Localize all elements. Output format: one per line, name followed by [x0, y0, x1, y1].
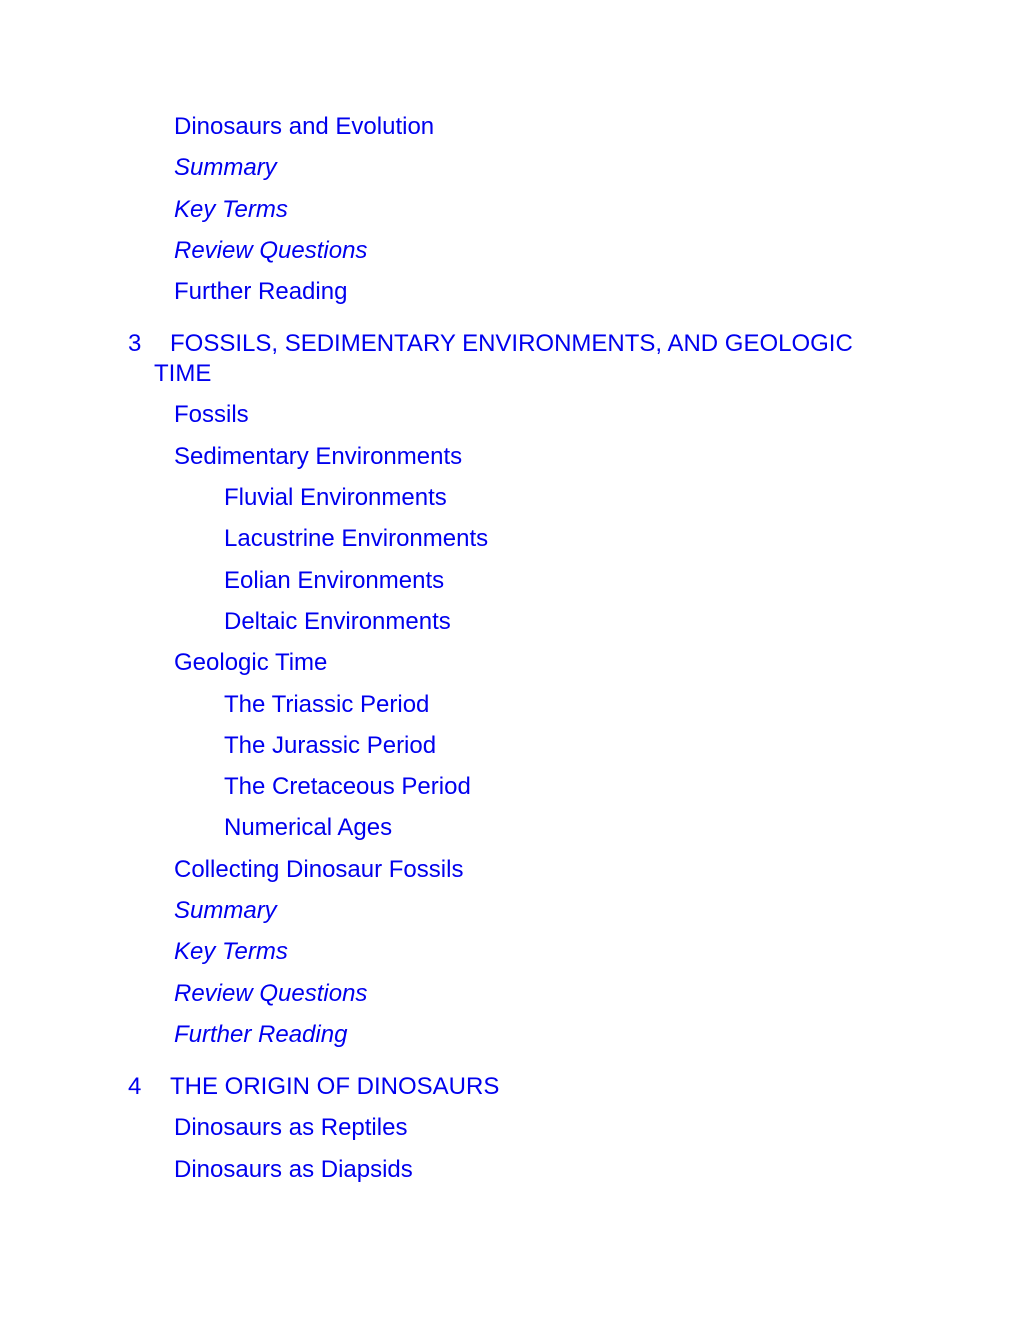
toc-link-further-reading[interactable]: Further Reading — [174, 1020, 348, 1048]
chapter-title: THE ORIGIN OF DINOSAURS — [170, 1072, 500, 1100]
toc-link-geologic-time[interactable]: Geologic Time — [174, 649, 328, 677]
toc-link-review-questions[interactable]: Review Questions — [174, 236, 368, 264]
chapter-title: FOSSILS, SEDIMENTARY ENVIRONMENTS, AND GEOLOGIC TIME — [154, 330, 853, 388]
toc-link-eolian-environments[interactable]: Eolian Environments — [224, 566, 445, 594]
toc-link-further-reading[interactable]: Further Reading — [174, 278, 348, 306]
toc-link-sedimentary-environments[interactable]: Sedimentary Environments — [174, 442, 463, 470]
toc-link-fluvial-environments[interactable]: Fluvial Environments — [224, 484, 447, 512]
toc-link-collecting-dinosaur-fossils[interactable]: Collecting Dinosaur Fossils — [174, 855, 464, 883]
toc-link-review-questions[interactable]: Review Questions — [174, 979, 368, 1007]
toc-link-dinosaurs-as-reptiles[interactable]: Dinosaurs as Reptiles — [174, 1114, 408, 1142]
toc-link-triassic-period[interactable]: The Triassic Period — [224, 690, 430, 718]
toc-link-lacustrine-environments[interactable]: Lacustrine Environments — [224, 525, 489, 553]
toc-chapter-4-heading[interactable] — [0, 1072, 914, 1102]
toc-link-dinosaurs-as-diapsids[interactable]: Dinosaurs as Diapsids — [174, 1155, 413, 1183]
toc-chapter-3-heading[interactable] — [0, 329, 914, 389]
toc-link-jurassic-period[interactable]: The Jurassic Period — [224, 731, 437, 759]
chapter-number: 3 — [128, 330, 142, 358]
chapter-number: 4 — [128, 1072, 142, 1100]
toc-link-summary[interactable]: Summary — [174, 897, 277, 925]
toc-link-deltaic-environments[interactable]: Deltaic Environments — [224, 607, 451, 635]
toc-link-fossils[interactable]: Fossils — [174, 401, 249, 429]
toc-link-dinosaurs-and-evolution[interactable]: Dinosaurs and Evolution — [174, 113, 435, 140]
toc-link-numerical-ages[interactable]: Numerical Ages — [224, 814, 393, 842]
table-of-contents — [0, 112, 1020, 1196]
toc-link-cretaceous-period[interactable]: The Cretaceous Period — [224, 773, 471, 801]
toc-link-key-terms[interactable]: Key Terms — [174, 195, 288, 223]
toc-link-key-terms[interactable]: Key Terms — [174, 938, 288, 966]
toc-link-summary[interactable]: Summary — [174, 154, 277, 182]
